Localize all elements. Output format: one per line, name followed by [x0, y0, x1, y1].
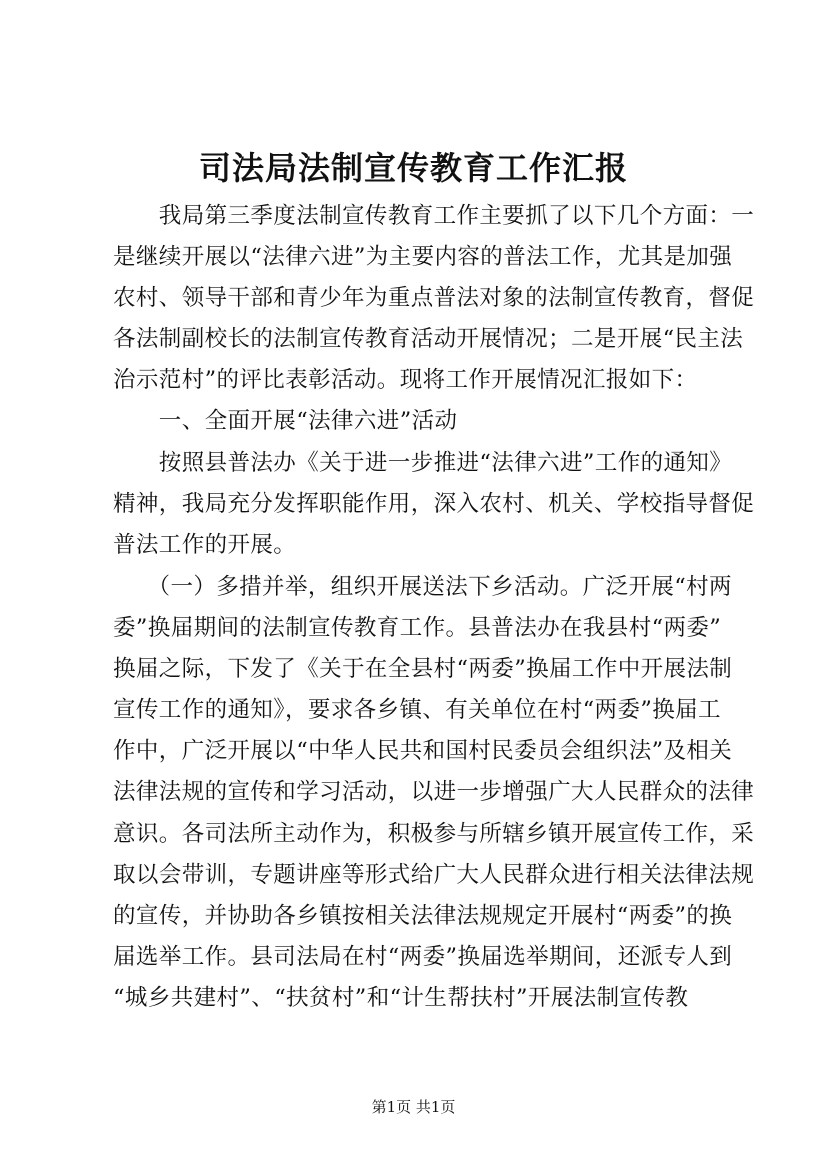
body-line: 法律法规的宣传和学习活动，以进一步增强广大人民群众的法律: [113, 779, 755, 805]
body-line: 换届之际，下发了《关于在全县村“两委”换届工作中开展法制: [113, 656, 733, 682]
body-line: 委”换届期间的法制宣传教育工作。县普法办在我县村“两委”: [113, 615, 722, 641]
body-line: 普法工作的开展。: [113, 532, 297, 558]
body-line: 是继续开展以“法律六进”为主要内容的普法工作，尤其是加强: [113, 244, 733, 270]
document-title: 司法局法制宣传教育工作汇报: [198, 149, 628, 187]
body-line: 取以会带训，专题讲座等形式给广大人民群众进行相关法律法规: [113, 862, 755, 888]
body-line: 治示范村”的评比表彰活动。现将工作开展情况汇报如下：: [113, 367, 698, 393]
section-heading: 一、全面开展“法律六进”活动: [113, 408, 458, 434]
body-line: 按照县普法办《关于进一步推进“法律六进”工作的通知》: [113, 450, 733, 476]
body-line: 的宣传，并协助各乡镇按相关法律法规规定开展村“两委”的换: [113, 903, 733, 929]
body-line: 宣传工作的通知》，要求各乡镇、有关单位在村“两委”换届工: [113, 697, 721, 723]
body-line: 作中，广泛开展以“中华人民共和国村民委员会组织法”及相关: [113, 738, 733, 764]
body-line: 届选举工作。县司法局在村“两委”换届选举期间，还派专人到: [113, 944, 733, 970]
body-line: 精神，我局充分发挥职能作用，深入农村、机关、学校指导督促: [113, 491, 755, 517]
body-line: 各法制副校长的法制宣传教育活动开展情况；二是开展“民主法: [113, 326, 744, 352]
page-footer: 第1页 共1页: [371, 1098, 456, 1116]
body-line: “城乡共建村”、“扶贫村”和“计生帮扶村”开展法制宣传教: [113, 985, 689, 1011]
body-line: （一）多措并举，组织开展送法下乡活动。广泛开展“村两: [113, 574, 732, 600]
body-line: 我局第三季度法制宣传教育工作主要抓了以下几个方面：一: [113, 203, 755, 229]
body-line: 农村、领导干部和青少年为重点普法对象的法制宣传教育，督促: [113, 285, 755, 311]
body-line: 意识。各司法所主动作为，积极参与所辖乡镇开展宣传工作，采: [113, 821, 755, 847]
